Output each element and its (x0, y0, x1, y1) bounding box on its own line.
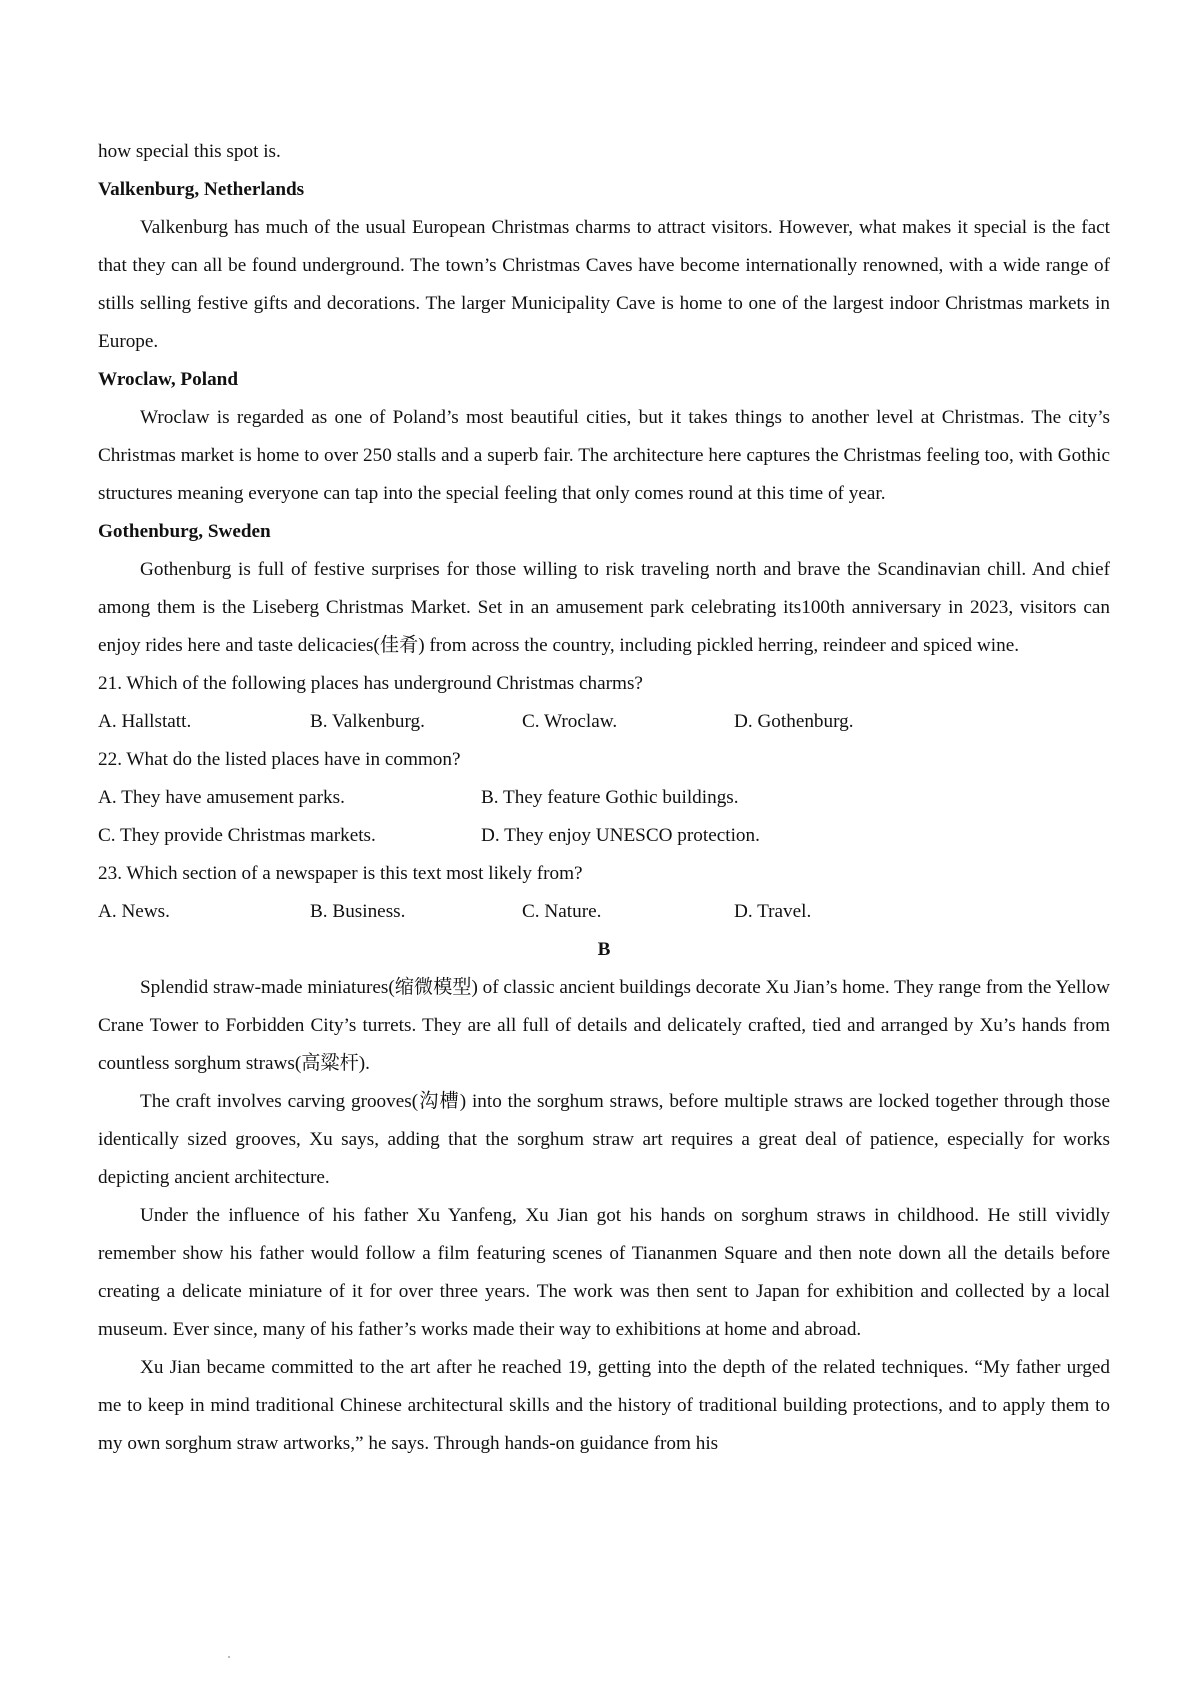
passage-b-paragraph-3: Under the influence of his father Xu Yanfeng, Xu Jian got his hands on sorghum straws in childhood. He still vividly remember show his father would follow a film featuring scenes of Tiananmen Square and then note down all the details before creating a delicate miniature of it for over three years. The work was then sent to Japan for exhibition and collected by a local museum. Ever since, many of his father’s works made their way to exhibitions at home and abroad. (98, 1205, 1110, 1340)
question-23-options (98, 893, 1110, 931)
question-22-option-a: A. They have amusement parks. (98, 787, 345, 808)
question-22-option-c: C. They provide Christmas markets. (98, 825, 376, 846)
section-text-wroclaw: Wroclaw is regarded as one of Poland’s most beautiful cities, but it takes things to another level at Christmas. The city’s Christmas market is home to over 250 stalls and a superb fair. The architecture here captures the Christmas feeling too, with Gothic structures meaning everyone can tap into the special feeling that only comes round at this time of year. (98, 407, 1110, 504)
question-22-stem: 22. What do the listed places have in common? (98, 749, 461, 770)
question-21-stem: 21. Which of the following places has underground Christmas charms? (98, 673, 643, 694)
question-23-option-b: B. Business. (310, 901, 406, 922)
question-22-option-b: B. They feature Gothic buildings. (481, 787, 739, 808)
lead-in-text: how special this spot is. (98, 141, 281, 162)
question-22-option-d: D. They enjoy UNESCO protection. (481, 825, 760, 846)
passage-b-paragraph-4: Xu Jian became committed to the art after he reached 19, getting into the depth of the related techniques. “My father urged me to keep in mind traditional Chinese architectural skills and the history of traditional building protections, and to apply them to my own sorghum straw artworks,” he says. Through hands-on guidance from his (98, 1357, 1110, 1454)
question-21-option-c: C. Wroclaw. (522, 711, 618, 732)
passage-b-letter: B (597, 939, 611, 960)
passage-b-paragraph-2: The craft involves carving grooves(沟槽) into the sorghum straws, before multiple straws are locked together through those identically sized grooves, Xu says, adding that the sorghum straw art requires a great deal of patience, especially for works depicting ancient architecture. (98, 1091, 1110, 1188)
section-text-valkenburg: Valkenburg has much of the usual European Christmas charms to attract visitors. However, what makes it special is the fact that they can all be found underground. The town’s Christmas Caves have become internationally renowned, with a wide range of stills selling festive gifts and decorations. The larger Municipality Cave is home to one of the largest indoor Christmas markets in Europe. (98, 217, 1110, 352)
section-heading-wroclaw: Wroclaw, Poland (98, 369, 239, 390)
question-21-option-b: B. Valkenburg. (310, 711, 425, 732)
section-heading-valkenburg: Valkenburg, Netherlands (98, 179, 305, 200)
passage-b-paragraph-1: Splendid straw-made miniatures(缩微模型) of classic ancient buildings decorate Xu Jian’s home. They range from the Yellow Crane Tower to Forbidden City’s turrets. They are all full of details and delicately crafted, tied and arranged by Xu’s hands from countless sorghum straws(高粱杆). (98, 977, 1110, 1074)
question-21-options (98, 703, 1110, 741)
question-21-option-a: A. Hallstatt. (98, 711, 192, 732)
question-23-option-d: D. Travel. (734, 901, 812, 922)
question-21-option-d: D. Gothenburg. (734, 711, 854, 732)
question-23-stem: 23. Which section of a newspaper is this text most likely from? (98, 863, 583, 884)
section-text-gothenburg: Gothenburg is full of festive surprises for those willing to risk traveling north and brave the Scandinavian chill. And chief among them is the Liseberg Christmas Market. Set in an amusement park celebrating its100th anniversary in 2023, visitors can enjoy rides here and taste delicacies(佳肴) from across the country, including pickled herring, reindeer and spiced wine. (98, 559, 1110, 656)
question-23-option-c: C. Nature. (522, 901, 602, 922)
question-23-option-a: A. News. (98, 901, 170, 922)
exam-page (98, 133, 1110, 1463)
question-22-options (98, 779, 1110, 855)
footer-mark (228, 1656, 230, 1658)
section-heading-gothenburg: Gothenburg, Sweden (98, 521, 271, 542)
